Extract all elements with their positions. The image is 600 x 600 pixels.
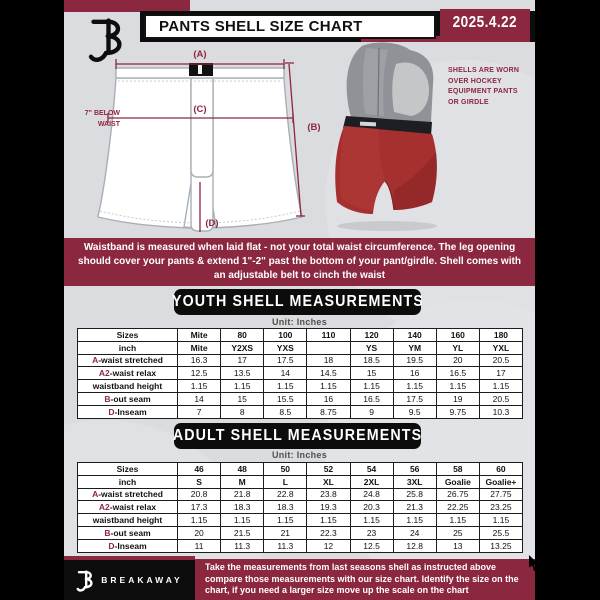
table-cell: 18.5 bbox=[350, 354, 393, 367]
table-row bbox=[78, 463, 523, 476]
table-cell: Goalie+ bbox=[479, 475, 522, 488]
table-cell: 140 bbox=[393, 329, 436, 342]
table-cell: 1.15 bbox=[393, 514, 436, 527]
table-cell: 1.15 bbox=[178, 380, 221, 393]
table-cell: 12.5 bbox=[178, 367, 221, 380]
table-cell: 22.25 bbox=[436, 501, 479, 514]
table-cell: 19.5 bbox=[393, 354, 436, 367]
table-row bbox=[78, 475, 523, 488]
table-cell: 14.5 bbox=[307, 367, 350, 380]
table-cell: 23 bbox=[350, 526, 393, 539]
table-row bbox=[78, 405, 523, 418]
row-label: B-out seam bbox=[78, 392, 178, 405]
table-cell: 17.5 bbox=[393, 392, 436, 405]
table-cell: 17.3 bbox=[178, 501, 221, 514]
table-cell: 1.15 bbox=[436, 380, 479, 393]
table-cell: 21.3 bbox=[393, 501, 436, 514]
row-label: D-Inseam bbox=[78, 539, 178, 552]
youth-section-heading: YOUTH SHELL MEASUREMENTS bbox=[174, 289, 421, 315]
notice-banner bbox=[64, 238, 535, 286]
date-text: 2025.4.22 bbox=[452, 13, 518, 31]
table-cell: 13.25 bbox=[479, 539, 522, 552]
table-cell: 48 bbox=[221, 463, 264, 476]
table-cell: 17 bbox=[221, 354, 264, 367]
table-cell: 1.15 bbox=[307, 380, 350, 393]
table-cell: 56 bbox=[393, 463, 436, 476]
diagram-label-c: (C) bbox=[193, 104, 207, 115]
table-cell: 20.5 bbox=[479, 354, 522, 367]
table-cell bbox=[307, 341, 350, 354]
table-cell: S bbox=[178, 475, 221, 488]
table-cell: 58 bbox=[436, 463, 479, 476]
table-cell: 20 bbox=[178, 526, 221, 539]
table-cell: 17.5 bbox=[264, 354, 307, 367]
notice-text: Waistband is measured when laid flat - not your total waist circumference. The leg opening should cover your pants & extend 1"-2" past the bottom of your pant/girdle. Shell comes with an adjustable belt to cinch the waist bbox=[78, 242, 521, 281]
table-cell: 46 bbox=[178, 463, 221, 476]
shell-photo bbox=[332, 42, 452, 237]
table-cell: 20 bbox=[436, 354, 479, 367]
table-cell: 11.3 bbox=[221, 539, 264, 552]
table-cell: 120 bbox=[350, 329, 393, 342]
table-cell: 22.8 bbox=[264, 488, 307, 501]
table-cell: 11.3 bbox=[264, 539, 307, 552]
table-cell: 23.8 bbox=[307, 488, 350, 501]
table-cell: 18 bbox=[307, 354, 350, 367]
table-cell: 1.15 bbox=[221, 514, 264, 527]
table-row bbox=[78, 501, 523, 514]
table-cell: YM bbox=[393, 341, 436, 354]
table-cell: 1.15 bbox=[307, 514, 350, 527]
row-label: A2-waist relax bbox=[78, 367, 178, 380]
row-label: waistband height bbox=[78, 380, 178, 393]
youth-unit-label: Unit: Inches bbox=[271, 317, 328, 327]
row-label: Sizes bbox=[78, 463, 178, 476]
table-cell: 1.15 bbox=[436, 514, 479, 527]
table-cell: YL bbox=[436, 341, 479, 354]
table-row bbox=[78, 354, 523, 367]
table-row bbox=[78, 329, 523, 342]
row-label: B-out seam bbox=[78, 526, 178, 539]
table-cell: 25 bbox=[436, 526, 479, 539]
table-cell: 16 bbox=[393, 367, 436, 380]
table-cell: 27.75 bbox=[479, 488, 522, 501]
table-cell: 25.8 bbox=[393, 488, 436, 501]
table-cell: 1.15 bbox=[264, 514, 307, 527]
table-cell: 10.3 bbox=[479, 405, 522, 418]
photo-caption: SHELLS ARE WORN OVER HOCKEY EQUIPMENT PANTS OR GIRDLE bbox=[448, 67, 520, 106]
table-cell: Y2XS bbox=[221, 341, 264, 354]
table-cell: 9 bbox=[350, 405, 393, 418]
row-label: Sizes bbox=[78, 329, 178, 342]
table-cell: 1.15 bbox=[479, 380, 522, 393]
table-cell: 16.5 bbox=[436, 367, 479, 380]
document-page bbox=[64, 0, 535, 600]
table-cell: 1.15 bbox=[479, 514, 522, 527]
table-cell: 16 bbox=[307, 392, 350, 405]
table-cell: 180 bbox=[479, 329, 522, 342]
adult-section-heading: ADULT SHELL MEASUREMENTS bbox=[174, 423, 421, 449]
table-cell: 24.8 bbox=[350, 488, 393, 501]
table-cell: XL bbox=[307, 475, 350, 488]
row-label: A-waist stretched bbox=[78, 488, 178, 501]
table-cell: Mite bbox=[178, 341, 221, 354]
table-cell: 8.75 bbox=[307, 405, 350, 418]
table-row bbox=[78, 539, 523, 552]
table-cell: 7 bbox=[178, 405, 221, 418]
table-cell: Goalie bbox=[436, 475, 479, 488]
table-cell: 24 bbox=[393, 526, 436, 539]
row-label: inch bbox=[78, 475, 178, 488]
table-cell: 60 bbox=[479, 463, 522, 476]
table-cell: 1.15 bbox=[350, 380, 393, 393]
table-cell: 3XL bbox=[393, 475, 436, 488]
table-cell: 23.25 bbox=[479, 501, 522, 514]
table-cell: 18.3 bbox=[264, 501, 307, 514]
row-label: A2-waist relax bbox=[78, 501, 178, 514]
row-label: waistband height bbox=[78, 514, 178, 527]
table-cell: 8 bbox=[221, 405, 264, 418]
table-cell: 19.3 bbox=[307, 501, 350, 514]
table-cell: 14 bbox=[178, 392, 221, 405]
table-cell: 25.5 bbox=[479, 526, 522, 539]
table-cell: 9.75 bbox=[436, 405, 479, 418]
date-badge bbox=[440, 9, 530, 36]
table-cell: Mite bbox=[178, 329, 221, 342]
table-cell: 17 bbox=[479, 367, 522, 380]
table-cell: 1.15 bbox=[178, 514, 221, 527]
table-cell: 9.5 bbox=[393, 405, 436, 418]
diagram-label-a: (A) bbox=[193, 49, 207, 60]
table-cell: 1.15 bbox=[221, 380, 264, 393]
footer-instructions: Take the measurements from last seasons shell as instructed above compare those measurements with our size chart. Identify the size on the chart, if you need a larger size move up the scale on the chart bbox=[195, 559, 535, 600]
table-cell: 22.3 bbox=[307, 526, 350, 539]
table-cell: 13.5 bbox=[221, 367, 264, 380]
waist-note: 7" BELOW WAIST bbox=[84, 110, 120, 129]
adult-table bbox=[77, 462, 523, 553]
youth-table bbox=[77, 328, 523, 419]
table-cell: 20.5 bbox=[479, 392, 522, 405]
table-row bbox=[78, 392, 523, 405]
table-row bbox=[78, 488, 523, 501]
table-cell: 16.3 bbox=[178, 354, 221, 367]
table-cell: 15.5 bbox=[264, 392, 307, 405]
diagram-label-b: (B) bbox=[307, 122, 321, 133]
table-cell: M bbox=[221, 475, 264, 488]
adult-unit-label: Unit: Inches bbox=[271, 450, 328, 460]
table-row bbox=[78, 514, 523, 527]
table-cell: 18.3 bbox=[221, 501, 264, 514]
brand-name: BREAKAWAY bbox=[101, 575, 183, 585]
page-title bbox=[144, 14, 436, 39]
table-row bbox=[78, 367, 523, 380]
footer-brand-box bbox=[64, 560, 195, 600]
table-cell: 50 bbox=[264, 463, 307, 476]
table-cell: 11 bbox=[178, 539, 221, 552]
table-cell: 54 bbox=[350, 463, 393, 476]
table-cell: 52 bbox=[307, 463, 350, 476]
table-cell: 26.75 bbox=[436, 488, 479, 501]
table-cell: 16.5 bbox=[350, 392, 393, 405]
table-cell: L bbox=[264, 475, 307, 488]
table-cell: 1.15 bbox=[393, 380, 436, 393]
table-cell: 12.5 bbox=[350, 539, 393, 552]
table-cell: 15 bbox=[221, 392, 264, 405]
table-cell: 8.5 bbox=[264, 405, 307, 418]
table-cell: 20.8 bbox=[178, 488, 221, 501]
pants-measurement-diagram bbox=[92, 46, 327, 238]
table-cell: 80 bbox=[221, 329, 264, 342]
table-cell: 15 bbox=[350, 367, 393, 380]
table-cell: 100 bbox=[264, 329, 307, 342]
table-cell: 1.15 bbox=[350, 514, 393, 527]
table-cell: 21.5 bbox=[221, 526, 264, 539]
table-row bbox=[78, 341, 523, 354]
table-cell: 13 bbox=[436, 539, 479, 552]
table-cell: 12 bbox=[307, 539, 350, 552]
table-cell: 20.3 bbox=[350, 501, 393, 514]
table-cell: YXL bbox=[479, 341, 522, 354]
table-cell: YS bbox=[350, 341, 393, 354]
table-cell: 1.15 bbox=[264, 380, 307, 393]
table-cell: YXS bbox=[264, 341, 307, 354]
row-label: D-Inseam bbox=[78, 405, 178, 418]
table-cell: 160 bbox=[436, 329, 479, 342]
diagram-label-d: (D) bbox=[205, 218, 219, 229]
table-cell: 2XL bbox=[350, 475, 393, 488]
table-cell: 21.8 bbox=[221, 488, 264, 501]
table-row bbox=[78, 526, 523, 539]
breakaway-logo-footer-icon bbox=[76, 568, 94, 592]
row-label: A-waist stretched bbox=[78, 354, 178, 367]
table-row bbox=[78, 380, 523, 393]
row-label: inch bbox=[78, 341, 178, 354]
table-cell: 21 bbox=[264, 526, 307, 539]
table-cell: 12.8 bbox=[393, 539, 436, 552]
table-cell: 19 bbox=[436, 392, 479, 405]
table-cell: 14 bbox=[264, 367, 307, 380]
table-cell: 110 bbox=[307, 329, 350, 342]
page-title-text: PANTS SHELL SIZE CHART bbox=[159, 18, 363, 35]
